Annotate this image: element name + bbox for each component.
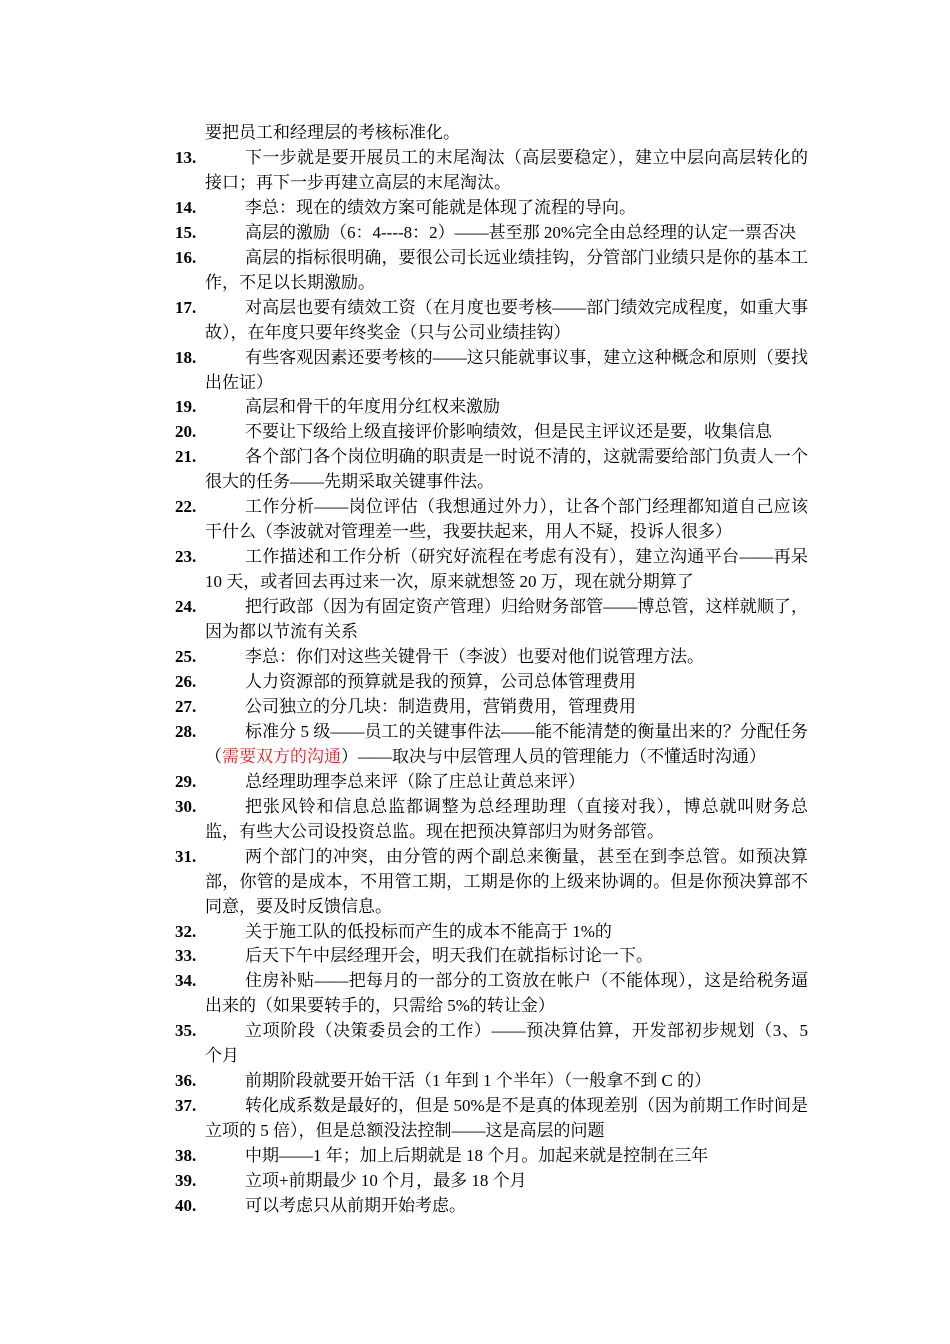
item-text: 有些客观因素还要考核的——这只能就事议事，建立这种概念和原则（要找出佐证） [205, 347, 808, 392]
item-text: 两个部门的冲突，由分管的两个副总来衡量，甚至在到李总管。如预决算部，你管的是成本，不用管工期，工期是你的上级来协调的。但是你预决算部不同意，要及时反馈信息。 [205, 846, 808, 916]
list-item-14 [175, 196, 808, 221]
item-text: 不要让下级给上级直接评价影响绩效，但是民主评议还是要，收集信息 [245, 422, 772, 442]
item-text: 高层和骨干的年度用分红权来激励 [245, 397, 500, 417]
item-number: 15. [175, 222, 197, 242]
item-number: 25. [175, 647, 197, 667]
paragraph-continuation [205, 121, 808, 146]
item-number: 26. [175, 671, 197, 691]
item-text: 把张风铃和信息总监都调整为总经理助理（直接对我），博总就叫财务总监，有些大公司设投资总监。现在把预决算部归为财务部管。 [205, 796, 808, 841]
item-number: 29. [175, 771, 197, 791]
item-number: 38. [175, 1146, 197, 1166]
list-item-39 [175, 1169, 808, 1194]
item-number: 24. [175, 597, 197, 617]
item-text: 立项+前期最少 10 个月，最多 18 个月 [245, 1171, 527, 1191]
item-text: 工作描述和工作分析（研究好流程在考虑有没有），建立沟通平台——再呆 10 天，或者回去再过来一次，原来就想签 20 万，现在就分期算了 [205, 547, 808, 592]
item-number: 35. [175, 1021, 197, 1041]
item-text: 李总：现在的绩效方案可能就是体现了流程的导向。 [245, 197, 636, 217]
item-text-red-highlight: 需要双方的沟通 [222, 746, 341, 766]
item-text: 住房补贴——把每月的一部分的工资放在帐户（不能体现），这是给税务逼出来的（如果要转手的，只需给 5%的转让金） [205, 971, 808, 1016]
item-number: 27. [175, 696, 197, 716]
item-text: 公司独立的分几块：制造费用，营销费用，管理费用 [245, 696, 636, 716]
item-text: 可以考虑只从前期开始考虑。 [245, 1195, 466, 1215]
list-item-17 [175, 296, 808, 346]
item-text: 工作分析——岗位评估（我想通过外力），让各个部门经理都知道自己应该干什么（李波就对管理差一些，我要扶起来，用人不疑，投诉人很多） [205, 497, 808, 542]
item-text: 李总：你们对这些关键骨干（李波）也要对他们说管理方法。 [245, 647, 704, 667]
item-text: 后天下午中层经理开会，明天我们在就指标讨论一下。 [245, 946, 653, 966]
item-number: 36. [175, 1071, 197, 1091]
item-text: 高层的激励（6：4----8：2）——甚至那 20%完全由总经理的认定一票否决 [245, 222, 797, 242]
list-item-32 [175, 920, 808, 945]
item-text: 要把员工和经理层的考核标准化。 [205, 123, 460, 142]
item-number: 30. [175, 796, 197, 816]
item-text: 前期阶段就要开始干活（1 年到 1 个半年）（一般拿不到 C 的） [245, 1071, 712, 1091]
list-item-29 [175, 770, 808, 795]
item-text: 总经理助理李总来评（除了庄总让黄总来评） [245, 771, 585, 791]
item-text: 对高层也要有绩效工资（在月度也要考核——部门绩效完成程度，如重大事故），在年度只要年终奖金（只与公司业绩挂钩） [205, 297, 808, 342]
item-number: 23. [175, 547, 197, 567]
list-item-18 [175, 346, 808, 396]
list-item-38 [175, 1144, 808, 1169]
list-item-26 [175, 670, 808, 695]
list-item-34 [175, 969, 808, 1019]
item-text: ）——取决与中层管理人员的管理能力（不懂适时沟通） [341, 746, 766, 766]
item-number: 32. [175, 921, 197, 941]
item-number: 16. [175, 247, 197, 267]
list-item-30 [175, 795, 808, 845]
item-text: 关于施工队的低投标而产生的成本不能高于 1%的 [245, 921, 612, 941]
item-number: 22. [175, 497, 197, 517]
item-text: 各个部门各个岗位明确的职责是一时说不清的，这就需要给部门负责人一个很大的任务——先期采取关键事件法。 [205, 447, 808, 492]
list-item-23 [175, 545, 808, 595]
list-item-36 [175, 1069, 808, 1094]
list-item-40 [175, 1194, 808, 1219]
item-number: 18. [175, 347, 197, 367]
item-number: 33. [175, 946, 197, 966]
list-item-27 [175, 695, 808, 720]
item-text: 高层的指标很明确，要很公司长远业绩挂钩，分管部门业绩只是你的基本工作，不足以长期激励。 [205, 247, 808, 292]
list-item-33 [175, 944, 808, 969]
item-number: 13. [175, 147, 197, 167]
item-number: 34. [175, 971, 197, 991]
list-item-24 [175, 595, 808, 645]
list-item-19 [175, 395, 808, 420]
list-item-13 [175, 146, 808, 196]
item-number: 17. [175, 297, 197, 317]
item-text: 把行政部（因为有固定资产管理）归给财务部管——博总管，这样就顺了，因为都以节流有关系 [205, 597, 808, 642]
list-item-16 [175, 246, 808, 296]
item-text: 下一步就是要开展员工的末尾淘汰（高层要稳定），建立中层向高层转化的接口；再下一步再建立高层的末尾淘汰。 [205, 147, 808, 192]
item-text: 转化成系数是最好的，但是 50%是不是真的体现差别（因为前期工作时间是立项的 5 倍），但是总额没法控制——这是高层的问题 [205, 1096, 808, 1141]
list-item-25 [175, 645, 808, 670]
item-number: 19. [175, 397, 197, 417]
list-item-28 [175, 720, 808, 770]
item-number: 37. [175, 1096, 197, 1116]
list-item-15 [175, 221, 808, 246]
list-item-35 [175, 1019, 808, 1069]
list-item-21 [175, 445, 808, 495]
item-text: 人力资源部的预算就是我的预算，公司总体管理费用 [245, 671, 636, 691]
list-item-22 [175, 495, 808, 545]
item-number: 20. [175, 422, 197, 442]
item-number: 39. [175, 1171, 197, 1191]
item-text: 中期——1 年；加上后期就是 18 个月。加起来就是控制在三年 [245, 1146, 709, 1166]
item-text: 立项阶段（决策委员会的工作）——预决算估算，开发部初步规划（3、5 个月 [205, 1021, 808, 1066]
item-number: 40. [175, 1195, 197, 1215]
item-text: 标准分 5 级——员工的关键事件法——能不能清楚的衡量出来的？分配任务（ [205, 721, 808, 766]
item-number: 28. [175, 721, 197, 741]
text-block [175, 121, 808, 1219]
item-number: 14. [175, 197, 197, 217]
list-item-20 [175, 420, 808, 445]
list-item-37 [175, 1094, 808, 1144]
item-number: 31. [175, 846, 197, 866]
item-number: 21. [175, 447, 197, 467]
list-item-31 [175, 845, 808, 920]
